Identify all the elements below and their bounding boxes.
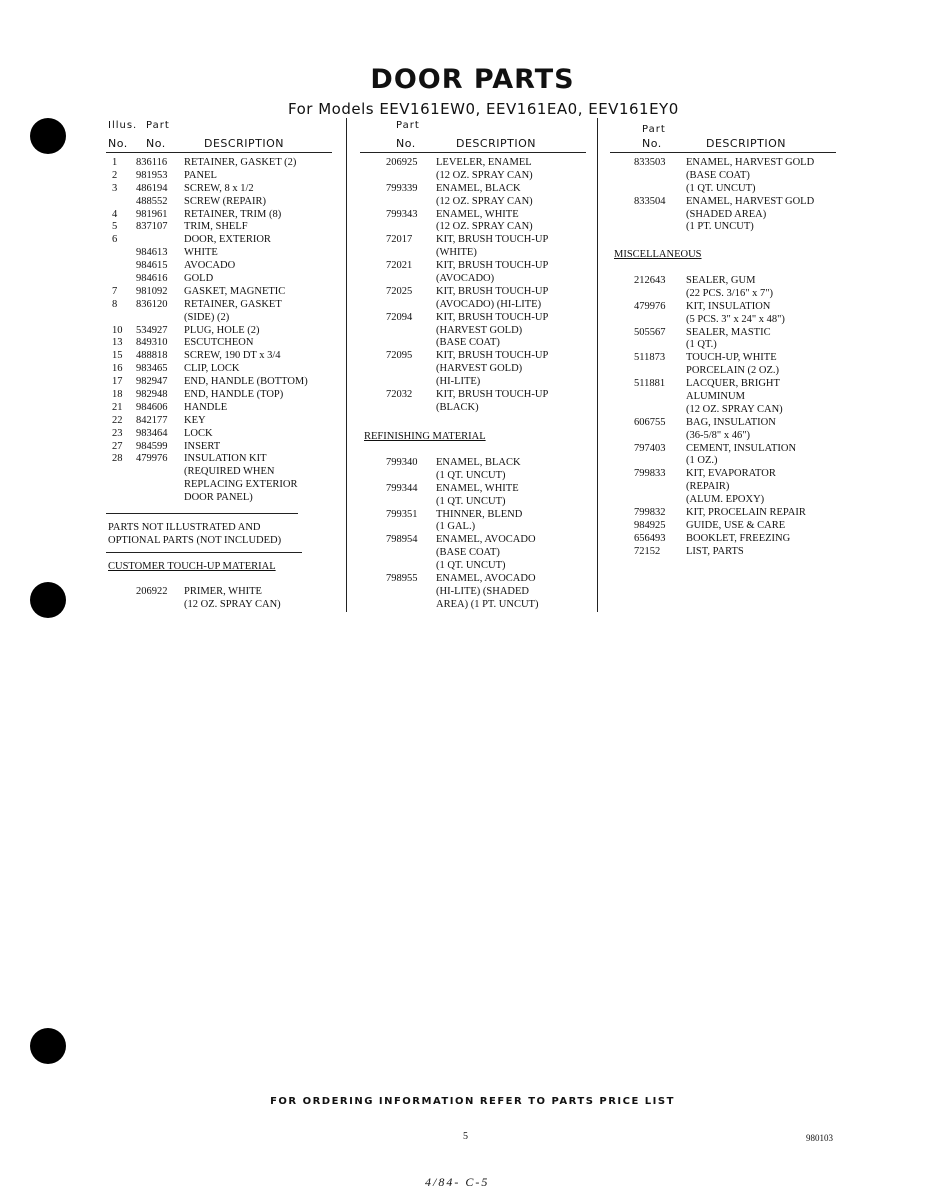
part-number: 982948 (136, 389, 168, 401)
table-row (360, 547, 590, 560)
table-row (106, 157, 336, 170)
description-header: DESCRIPTION (456, 137, 536, 150)
part-description: AVOCADO (184, 260, 236, 272)
table-row (360, 483, 590, 496)
part-description: SCREW (REPAIR) (184, 195, 266, 207)
table-row (360, 389, 590, 402)
table-row (106, 234, 336, 247)
table-row (360, 196, 590, 209)
header-rule (106, 152, 332, 153)
table-row (610, 170, 840, 183)
table-row (106, 599, 336, 612)
part-number: 799343 (386, 208, 418, 220)
illus-header-top: Illus. (108, 120, 138, 131)
table-row (610, 494, 840, 507)
part-description: (ALUM. EPOXY) (686, 494, 765, 506)
part-description: REPLACING EXTERIOR (184, 479, 298, 491)
part-description: CLIP, LOCK (184, 363, 240, 375)
part-description: (BLACK) (436, 401, 479, 413)
table-row (360, 312, 590, 325)
illus-number: 22 (112, 414, 123, 426)
table-row (106, 260, 336, 273)
page-title: DOOR PARTS (370, 64, 575, 95)
part-description: AREA) (1 PT. UNCUT) (436, 598, 539, 610)
part-description: (BASE COAT) (436, 337, 500, 349)
part-description: TOUCH-UP, WHITE (686, 352, 777, 364)
part-header-top: Part (146, 120, 170, 131)
part-number: 72025 (386, 285, 413, 297)
part-description: (22 PCS. 3/16" x 7") (686, 287, 774, 299)
header-rule (360, 152, 586, 153)
part-number: 488552 (136, 195, 168, 207)
table-row (360, 299, 590, 312)
misc-list (610, 275, 840, 559)
part-description: (HI-LITE) (SHADED (436, 585, 530, 597)
part-number: 982947 (136, 376, 168, 388)
table-row (106, 363, 336, 376)
part-number: 656493 (634, 532, 666, 544)
part-number: 842177 (136, 414, 168, 426)
part-description: GOLD (184, 273, 214, 285)
part-header-top: Part (642, 124, 666, 135)
part-description: GUIDE, USE & CARE (686, 519, 786, 531)
description-header: DESCRIPTION (706, 137, 786, 150)
part-number: 981953 (136, 169, 168, 181)
part-number: 486194 (136, 182, 168, 194)
part-description: HANDLE (184, 401, 228, 413)
part-description: (12 OZ. SPRAY CAN) (686, 403, 783, 415)
part-description: (HARVEST GOLD) (436, 363, 523, 375)
table-row (360, 157, 590, 170)
part-description: (REQUIRED WHEN (184, 466, 275, 478)
part-number: 488818 (136, 350, 168, 362)
part-number: 799344 (386, 482, 418, 494)
part-description: SCREW, 8 x 1/2 (184, 182, 254, 194)
table-row (610, 378, 840, 391)
part-number: 479976 (634, 300, 666, 312)
part-description: LEVELER, ENAMEL (436, 157, 532, 168)
section-rule (106, 513, 298, 514)
table-row (610, 196, 840, 209)
part-number: 72095 (386, 350, 413, 362)
table-row (360, 457, 590, 470)
part-number: 799339 (386, 182, 418, 194)
table-row (610, 183, 840, 196)
part-description: (1 OZ.) (686, 455, 718, 467)
table-row (610, 391, 840, 404)
part-description: ESCUTCHEON (184, 337, 254, 349)
table-row (610, 221, 840, 234)
table-row (360, 402, 590, 415)
header-rule (610, 152, 836, 153)
table-row (360, 234, 590, 247)
part-header-bottom: No. (642, 137, 662, 150)
table-row (106, 586, 336, 599)
table-row (360, 337, 590, 350)
table-row (106, 312, 336, 325)
part-description: INSERT (184, 440, 221, 452)
table-row (106, 492, 336, 505)
table-row (360, 350, 590, 363)
part-number: 797403 (634, 442, 666, 454)
illus-header-bottom: No. (108, 137, 128, 150)
part-description: DOOR, EXTERIOR (184, 234, 271, 246)
table-row (610, 365, 840, 378)
table-row (106, 196, 336, 209)
table-row (106, 183, 336, 196)
table-row (610, 314, 840, 327)
table-row (610, 157, 840, 170)
part-number: 479976 (136, 453, 168, 465)
table-row (610, 327, 840, 340)
table-row (610, 481, 840, 494)
part-description: LIST, PARTS (686, 545, 744, 557)
part-header-bottom: No. (396, 137, 416, 150)
illus-number: 8 (112, 298, 118, 310)
part-description: (12 OZ. SPRAY CAN) (436, 169, 533, 181)
document-number: 980103 (806, 1133, 833, 1143)
page-subtitle: For Models EEV161EW0, EEV161EA0, EEV161EY0 (288, 100, 679, 118)
table-row (106, 415, 336, 428)
illus-number: 23 (112, 427, 123, 439)
part-description: KIT, INSULATION (686, 300, 771, 312)
table-row (360, 286, 590, 299)
part-number: 983464 (136, 427, 168, 439)
illus-number: 6 (112, 234, 118, 246)
table-row (106, 350, 336, 363)
illus-number: 10 (112, 324, 123, 336)
illus-number: 5 (112, 221, 118, 233)
part-number: 799833 (634, 468, 666, 480)
table-row (360, 509, 590, 522)
part-number: 833503 (634, 157, 666, 168)
refinishing-heading: REFINISHING MATERIAL (364, 431, 486, 442)
part-description: KIT, BRUSH TOUCH-UP (436, 260, 549, 272)
part-number: 984606 (136, 401, 168, 413)
table-row (106, 247, 336, 260)
part-description: (HARVEST GOLD) (436, 324, 523, 336)
illus-number: 2 (112, 169, 118, 181)
part-description: (1 QT. UNCUT) (436, 495, 506, 507)
part-number: 511873 (634, 352, 666, 364)
table-row (360, 221, 590, 234)
part-description: PORCELAIN (2 OZ.) (686, 365, 780, 377)
part-description: END, HANDLE (BOTTOM) (184, 376, 308, 388)
part-number: 505567 (634, 326, 666, 338)
table-row (360, 325, 590, 338)
table-row (106, 170, 336, 183)
parts-list (610, 157, 840, 234)
table-row (360, 170, 590, 183)
part-description: KIT, BRUSH TOUCH-UP (436, 285, 549, 297)
table-row (610, 209, 840, 222)
table-row (106, 337, 336, 350)
table-row (360, 260, 590, 273)
part-description: (36-5/8" x 46") (686, 429, 750, 441)
part-number: 837107 (136, 221, 168, 233)
table-row (360, 273, 590, 286)
part-number: 984616 (136, 273, 168, 285)
part-description: RETAINER, TRIM (8) (184, 208, 282, 220)
part-description: (BASE COAT) (436, 547, 500, 559)
part-number: 836116 (136, 157, 168, 168)
part-description: (WHITE) (436, 247, 477, 259)
part-description: ENAMEL, WHITE (436, 482, 519, 494)
part-description: SCREW, 190 DT x 3/4 (184, 350, 281, 362)
table-row (106, 441, 336, 454)
part-description: (SHADED AREA) (686, 208, 767, 220)
part-number: 983465 (136, 363, 168, 375)
part-description: (1 PT. UNCUT) (686, 221, 754, 233)
part-description: PANEL (184, 169, 217, 181)
part-description: ENAMEL, AVOCADO (436, 573, 536, 585)
part-description: LACQUER, BRIGHT (686, 378, 780, 390)
part-description: TRIM, SHELF (184, 221, 248, 233)
part-number: 984599 (136, 440, 168, 452)
part-description: (1 QT.) (686, 339, 717, 351)
part-number: 72021 (386, 260, 413, 272)
part-description: (1 QT. UNCUT) (436, 560, 506, 572)
touchup-heading: CUSTOMER TOUCH-UP MATERIAL (108, 561, 276, 572)
part-number: 981961 (136, 208, 168, 220)
part-description: ENAMEL, AVOCADO (436, 534, 536, 546)
not-illustrated-heading-line1: PARTS NOT ILLUSTRATED AND (108, 522, 261, 533)
table-row (610, 301, 840, 314)
part-description: PRIMER, WHITE (184, 586, 262, 597)
table-row (106, 453, 336, 466)
table-row (360, 183, 590, 196)
part-description: THINNER, BLEND (436, 508, 523, 520)
table-row (360, 534, 590, 547)
part-number: 534927 (136, 324, 168, 336)
illus-number: 15 (112, 350, 123, 362)
part-description: CEMENT, INSULATION (686, 442, 797, 454)
part-description: DOOR PANEL) (184, 492, 253, 504)
not-illustrated-heading-line2: OPTIONAL PARTS (NOT INCLUDED) (108, 535, 282, 546)
part-description: KIT, BRUSH TOUCH-UP (436, 350, 549, 362)
table-row (360, 573, 590, 586)
part-number: 981092 (136, 285, 168, 297)
binder-hole-middle (30, 582, 66, 618)
table-row (610, 520, 840, 533)
table-row (106, 221, 336, 234)
illus-number: 21 (112, 401, 123, 413)
part-number: 984925 (634, 519, 666, 531)
part-description: ENAMEL, HARVEST GOLD (686, 157, 815, 168)
part-number: 206922 (136, 586, 168, 597)
part-description: (5 PCS. 3" x 24" x 48") (686, 313, 785, 325)
table-row (360, 521, 590, 534)
binder-hole-bottom (30, 1028, 66, 1064)
table-row (106, 325, 336, 338)
part-description: PLUG, HOLE (2) (184, 324, 260, 336)
table-row (610, 468, 840, 481)
illus-number: 1 (112, 157, 118, 168)
table-row (106, 209, 336, 222)
part-description: (SIDE) (2) (184, 311, 230, 323)
parts-list (106, 157, 336, 505)
part-number: 212643 (634, 275, 666, 286)
part-description: (HI-LITE) (436, 376, 481, 388)
part-header-top: Part (396, 120, 420, 131)
part-number: 799351 (386, 508, 418, 520)
table-row (360, 247, 590, 260)
part-number: 836120 (136, 298, 168, 310)
part-description: KIT, BRUSH TOUCH-UP (436, 234, 549, 246)
column-divider-2 (597, 118, 598, 612)
table-row (106, 402, 336, 415)
part-description: ENAMEL, WHITE (436, 208, 519, 220)
part-description: (12 OZ. SPRAY CAN) (184, 598, 281, 610)
part-description: (12 OZ. SPRAY CAN) (436, 195, 533, 207)
table-row (610, 443, 840, 456)
part-description: RETAINER, GASKET (184, 298, 282, 310)
table-row (610, 533, 840, 546)
page-number: 5 (463, 1131, 468, 1142)
part-description: (1 QT. UNCUT) (436, 469, 506, 481)
table-row (106, 273, 336, 286)
ordering-note: FOR ORDERING INFORMATION REFER TO PARTS PRICE LIST (270, 1096, 675, 1107)
part-description: KIT, PROCELAIN REPAIR (686, 507, 806, 519)
part-number: 984615 (136, 260, 168, 272)
table-row (360, 363, 590, 376)
handwritten-note: 4/84- C-5 (425, 1175, 490, 1189)
table-row (610, 507, 840, 520)
table-row (106, 299, 336, 312)
part-description: (1 GAL.) (436, 521, 476, 533)
illus-number: 3 (112, 182, 118, 194)
part-description: INSULATION KIT (184, 453, 267, 465)
illus-number: 13 (112, 337, 123, 349)
table-row (360, 470, 590, 483)
table-row (610, 275, 840, 288)
part-number: 606755 (634, 416, 666, 428)
part-number: 72152 (634, 545, 661, 557)
misc-heading: MISCELLANEOUS (614, 249, 702, 260)
part-description: RETAINER, GASKET (2) (184, 157, 297, 168)
table-row (610, 455, 840, 468)
part-description: KIT, EVAPORATOR (686, 468, 776, 480)
description-header: DESCRIPTION (204, 137, 284, 150)
part-number: 72032 (386, 389, 413, 401)
table-row (360, 586, 590, 599)
table-row (610, 288, 840, 301)
part-description: (1 QT. UNCUT) (686, 182, 756, 194)
part-number: 799340 (386, 457, 418, 468)
part-number: 798955 (386, 573, 418, 585)
part-number: 72017 (386, 234, 413, 246)
table-row (360, 209, 590, 222)
illus-number: 4 (112, 208, 118, 220)
part-number: 72094 (386, 311, 413, 323)
part-description: KEY (184, 414, 206, 426)
part-description: (AVOCADO) (436, 273, 495, 285)
part-header-bottom: No. (146, 137, 166, 150)
part-number: 799832 (634, 507, 666, 519)
touchup-list (106, 586, 336, 612)
table-row (610, 404, 840, 417)
table-row (610, 417, 840, 430)
illus-number: 28 (112, 453, 123, 465)
illus-number: 18 (112, 389, 123, 401)
part-description: ENAMEL, BLACK (436, 182, 521, 194)
part-number: 798954 (386, 534, 418, 546)
table-row (360, 496, 590, 509)
table-row (106, 479, 336, 492)
illus-number: 17 (112, 376, 123, 388)
part-description: SEALER, MASTIC (686, 326, 771, 338)
part-description: LOCK (184, 427, 213, 439)
part-number: 849310 (136, 337, 168, 349)
table-row (106, 286, 336, 299)
illus-number: 16 (112, 363, 123, 375)
part-number: 833504 (634, 195, 666, 207)
section-rule (106, 552, 302, 553)
table-row (360, 599, 590, 612)
part-description: KIT, BRUSH TOUCH-UP (436, 311, 549, 323)
table-row (106, 389, 336, 402)
table-row (610, 352, 840, 365)
table-row (360, 560, 590, 573)
table-row (106, 376, 336, 389)
part-description: SEALER, GUM (686, 275, 756, 286)
part-description: ENAMEL, HARVEST GOLD (686, 195, 815, 207)
table-row (106, 428, 336, 441)
part-description: ALUMINUM (686, 391, 745, 403)
column-divider-1 (346, 118, 347, 612)
part-description: ENAMEL, BLACK (436, 457, 521, 468)
table-row (106, 466, 336, 479)
part-description: (BASE COAT) (686, 169, 750, 181)
binder-hole-top (30, 118, 66, 154)
part-description: END, HANDLE (TOP) (184, 389, 284, 401)
part-number: 206925 (386, 157, 418, 168)
part-description: BOOKLET, FREEZING (686, 532, 791, 544)
part-description: GASKET, MAGNETIC (184, 285, 286, 297)
part-number: 984613 (136, 247, 168, 259)
illus-number: 27 (112, 440, 123, 452)
refinishing-list (360, 457, 590, 612)
parts-list (360, 157, 590, 415)
table-row (610, 339, 840, 352)
table-row (360, 376, 590, 389)
part-description: (AVOCADO) (HI-LITE) (436, 298, 542, 310)
illus-number: 7 (112, 285, 118, 297)
table-row (610, 430, 840, 443)
part-description: (REPAIR) (686, 481, 730, 493)
part-description: BAG, INSULATION (686, 416, 776, 428)
part-description: WHITE (184, 247, 218, 259)
part-description: (12 OZ. SPRAY CAN) (436, 221, 533, 233)
part-description: KIT, BRUSH TOUCH-UP (436, 389, 549, 401)
table-row (610, 546, 840, 559)
part-number: 511881 (634, 378, 666, 390)
